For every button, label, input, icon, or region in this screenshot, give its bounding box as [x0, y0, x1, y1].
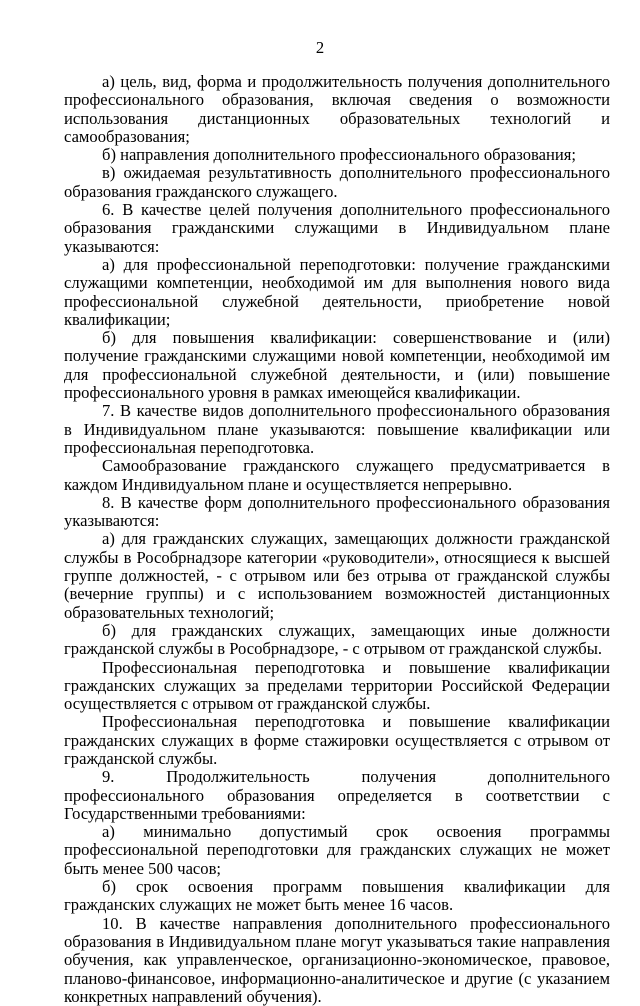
paragraph-internship: Профессиональная переподготовка и повышение квалификации гражданских служащих в форме стажировки осуществляется с отрывом от гражданской службы.	[64, 712, 610, 768]
paragraph-clause-6-a: а) для профессиональной переподготовки: получение гражданскими служащими компетенции, необходимой им для выполнения нового вида профессиональной служебной деятельности, приобретение новой квалификации;	[64, 254, 610, 329]
paragraph-clause-9-b: б) срок освоения программ повышения квалификации для гражданских служащих не может быть менее 16 часов.	[64, 877, 610, 915]
paragraph-clause-9: 9. Продолжительность получения дополнительного профессионального образования определяется в соответствии с Государственными требованиями:	[64, 767, 610, 823]
paragraph-clause-8-b: б) для гражданских служащих, замещающих иные должности гражданской службы в Рособрнадзоре, - с отрывом от гражданской службы.	[64, 620, 610, 659]
paragraph-clause-10: 10. В качестве направления дополнительного профессионального образования в Индивидуальном плане могут указываться такие направления обучения, как управленческое, организационно-экономическое, правовое, планово-финансовое, информационно-аналитическое и другие (с указанием конкретных направлений обучения).	[64, 913, 610, 1006]
paragraph-clause-9-a: а) минимально допустимый срок освоения программы профессиональной переподготовки для гражданских служащих не может быть менее 500 часов;	[64, 822, 610, 878]
paragraph-clause-7: 7. В качестве видов дополнительного профессионального образования в Индивидуальном плане указываются: повышение квалификации или профессиональная переподготовка.	[64, 401, 610, 457]
page-number: 2	[315, 38, 325, 57]
paragraph-self-education: Самообразование гражданского служащего предусматривается в каждом Индивидуальном плане и осуществляется непрерывно.	[64, 456, 610, 494]
document-body	[64, 73, 610, 1006]
paragraph-abroad-training: Профессиональная переподготовка и повышение квалификации гражданских служащих за пределами территории Российской Федерации осуществляется с отрывом от гражданской службы.	[64, 657, 610, 714]
paragraph-item-a-goals: а) цель, вид, форма и продолжительность получения дополнительного профессионального образования, включая сведения о возможности использования дистанционных образовательных технологий и самообразования;	[64, 72, 610, 146]
paragraph-clause-8: 8. В качестве форм дополнительного профессионального образования указываются:	[64, 492, 610, 531]
paragraph-item-v-results: в) ожидаемая результативность дополнительного профессионального образования гражданского служащего.	[64, 163, 610, 201]
paragraph-clause-6-b: б) для повышения квалификации: совершенствование и (или) получение гражданскими служащими новой компетенции, необходимой им для профессиональной служебной деятельности, и (или) повышение профессионального уровня в рамках имеющейся квалификации.	[64, 328, 610, 403]
paragraph-clause-8-a: а) для гражданских служащих, замещающих должности гражданской службы в Рособрнадзоре категории «руководители», относящиеся к высшей группе должностей, - с отрывом или без отрыва от гражданской службы (вечерние группы) и с использованием возможностей дистанционных образовательных технологий;	[64, 529, 610, 622]
paragraph-item-b-directions: б) направления дополнительного профессионального образования;	[102, 145, 577, 165]
paragraph-clause-6: 6. В качестве целей получения дополнительного профессионального образования гражданскими служащими в Индивидуальном плане указываются:	[64, 200, 610, 256]
